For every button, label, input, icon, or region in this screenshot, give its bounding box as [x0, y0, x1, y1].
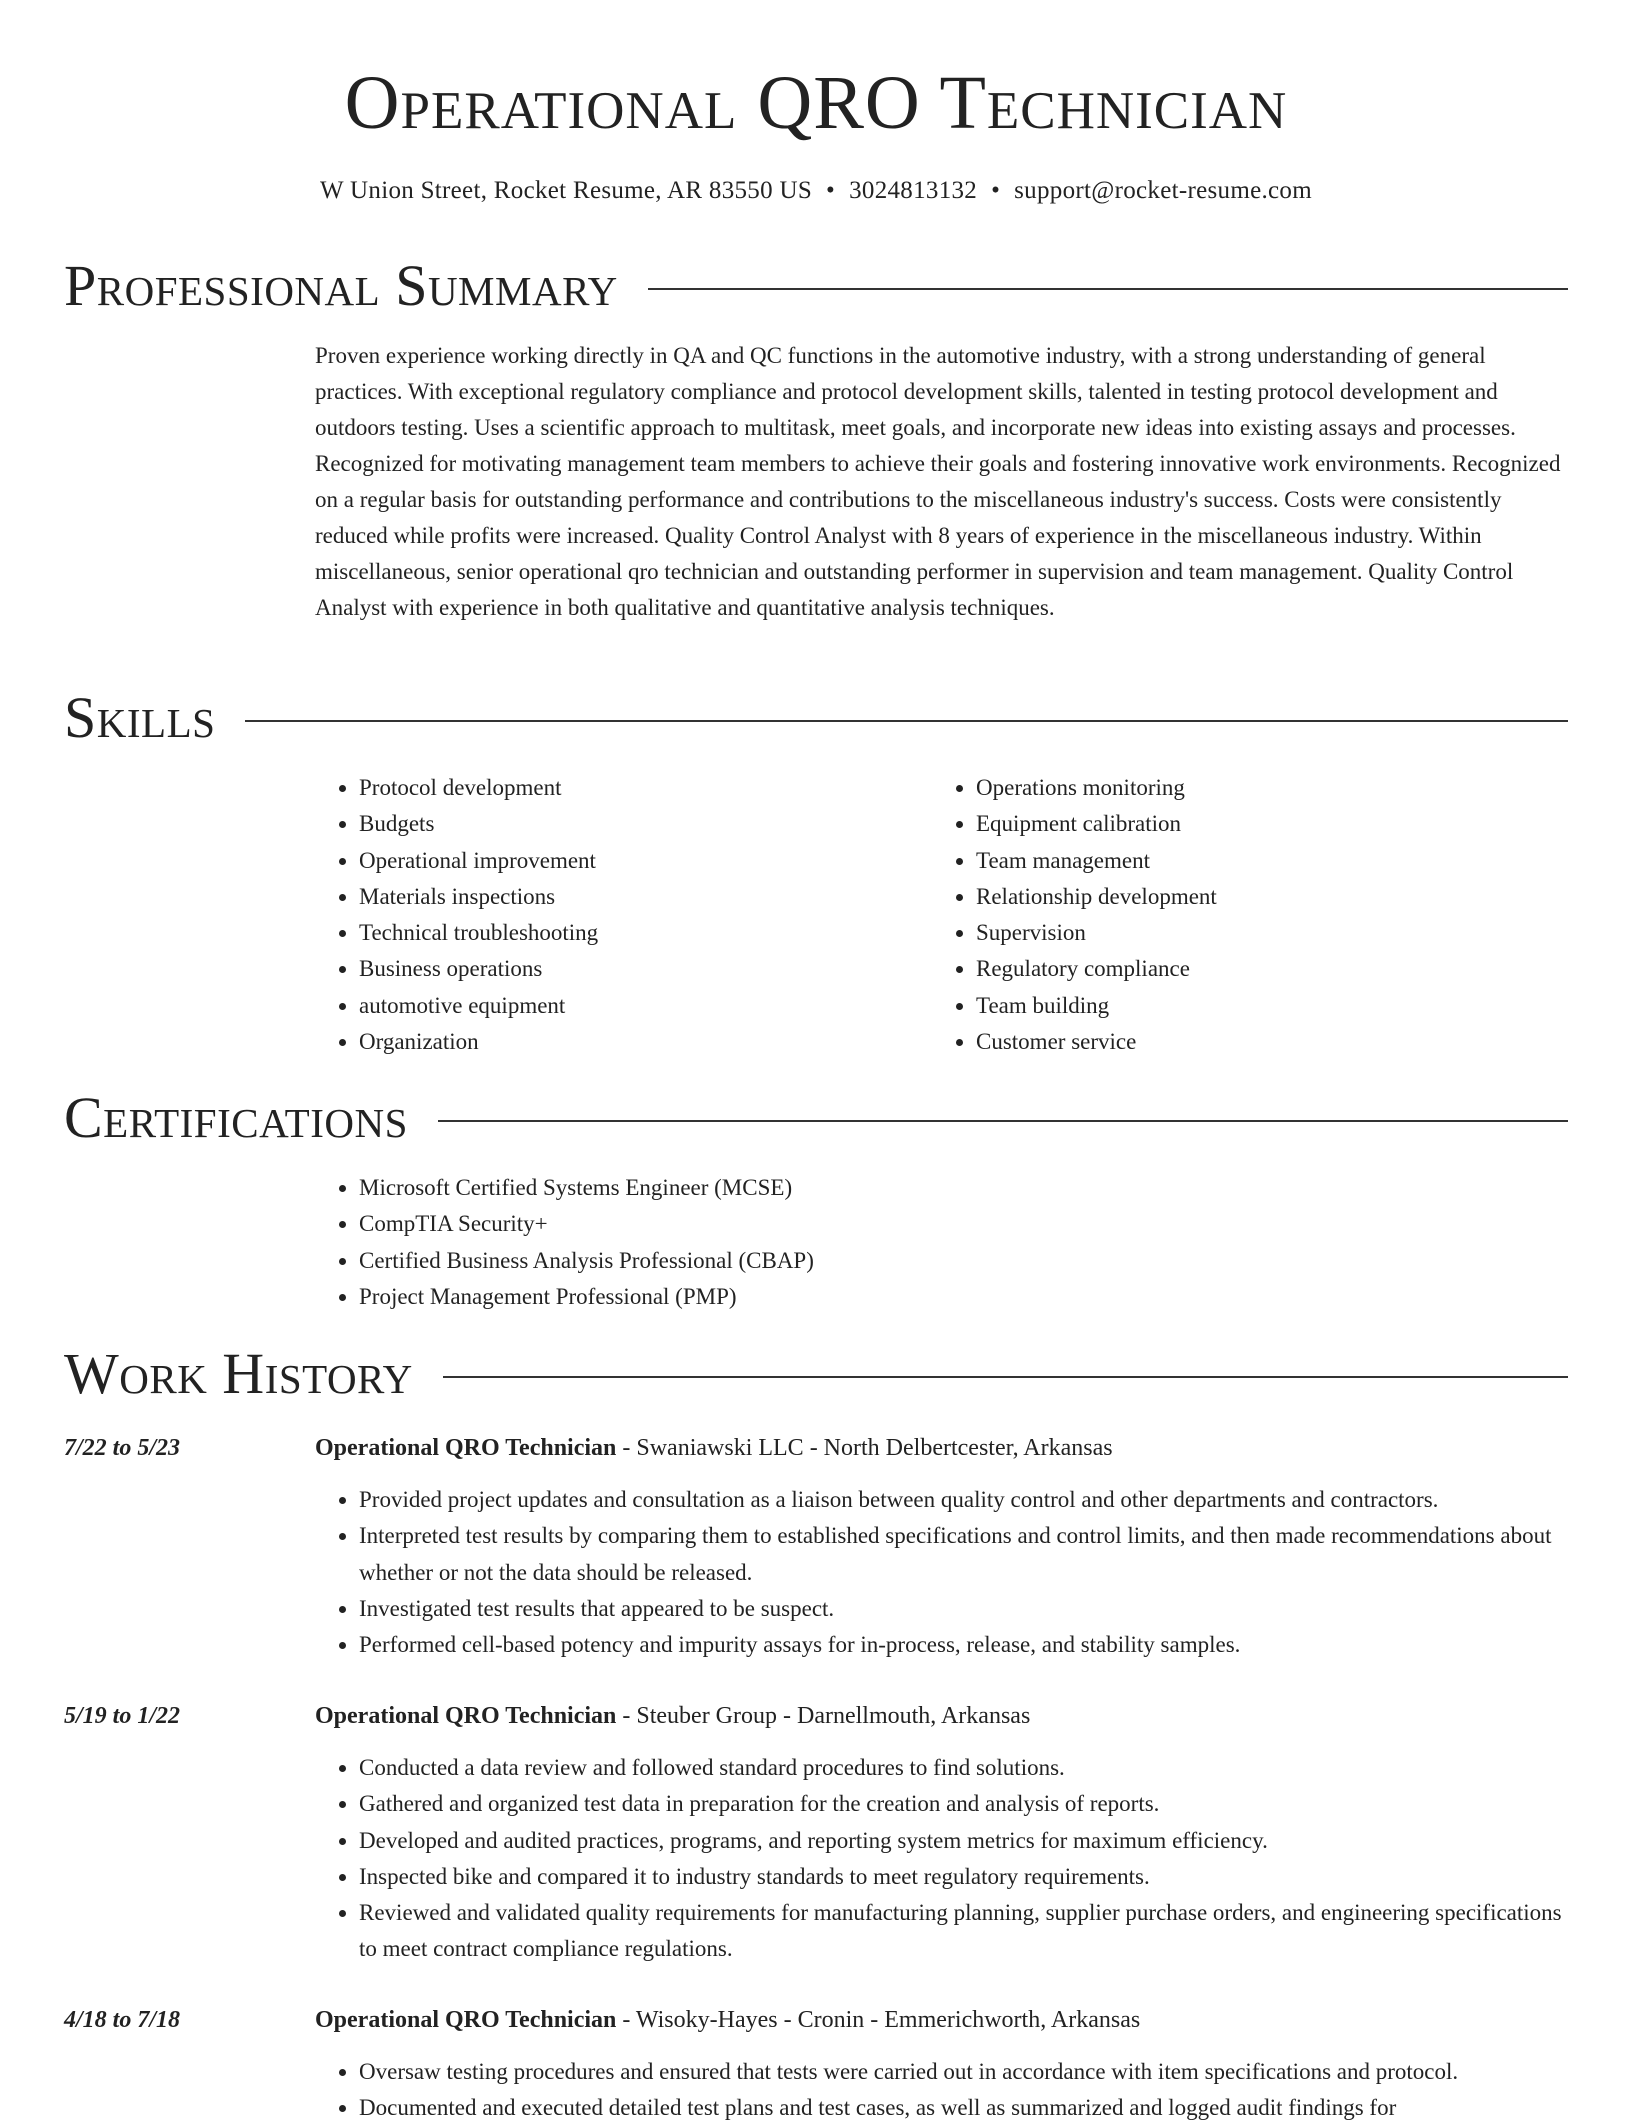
certification-item: • CompTIA Security+: [359, 1206, 1568, 1242]
skill-item: • Materials inspections: [359, 879, 932, 915]
section-title: Work History: [64, 1341, 413, 1406]
job-bullet: • Conducted a data review and followed standard procedures to find solutions.: [359, 1750, 1568, 1786]
skills-list: [315, 770, 1568, 1060]
job-bullet: • Interpreted test results by comparing them to established specifications and control limits, and then made recommendations about whether or not the data should be released.: [359, 1518, 1568, 1591]
job-employer: - Steuber Group - Darnellmouth, Arkansas: [616, 1703, 1031, 1729]
section-divider: [438, 1120, 1568, 1122]
section-title: Professional Summary: [64, 253, 618, 318]
job-title-line: [315, 1698, 1030, 1734]
contact-line: [64, 174, 1568, 208]
job-bullet: • Provided project updates and consultation as a liaison between quality control and other departments and contractors.: [359, 1482, 1568, 1518]
summary-text: Proven experience working directly in QA and QC functions in the automotive industry, with a strong understanding of general practices. With exceptional regulatory compliance and protocol development skills, talented in testing protocol development and outdoors testing. Uses a scientific approach to multitask, meet goals, and incorporate new ideas into existing assays and processes. Recognized for motivating management team members to achieve their goals and fostering innovative work environments. Recognized on a regular basis for outstanding performance and contributions to the miscellaneous industry's success. Costs were consistently reduced while profits were increased. Quality Control Analyst with 8 years of experience in the miscellaneous industry. Within miscellaneous, senior operational qro technician and outstanding performer in supervision and team management. Quality Control Analyst with experience in both qualitative and quantitative analysis techniques.: [315, 343, 1561, 620]
summary-heading: [64, 254, 1568, 318]
skill-item: • Operations monitoring: [976, 770, 1549, 806]
candidate-name: Operational QRO Technician: [344, 61, 1288, 145]
skill-item: • Regulatory compliance: [976, 951, 1549, 987]
section-title: Skills: [64, 685, 216, 750]
job-title-line: [315, 1430, 1113, 1466]
job-bullet: • Oversaw testing procedures and ensured that tests were carried out in accordance with item specifications and protocol.: [359, 2054, 1568, 2090]
certification-item: • Project Management Professional (PMP): [359, 1279, 1568, 1315]
skill-item: • Budgets: [359, 806, 932, 842]
section-divider: [443, 1376, 1568, 1378]
skill-item: • Organization: [359, 1024, 932, 1060]
phone: 3024813132: [849, 177, 978, 204]
separator-dot: •: [991, 177, 1001, 204]
job-bullet: • Documented and executed detailed test plans and test cases, as well as summarized and logged audit findings for: [359, 2090, 1568, 2126]
skills-column-right: [932, 770, 1549, 1060]
certifications-list: [315, 1170, 1568, 1315]
job-bullet: • Performed cell-based potency and impurity assays for in-process, release, and stability samples.: [359, 1627, 1568, 1663]
skill-item: • Technical troubleshooting: [359, 915, 932, 951]
skill-item: • Supervision: [976, 915, 1549, 951]
address: W Union Street, Rocket Resume, AR 83550 US: [320, 177, 813, 204]
skill-item: • Protocol development: [359, 770, 932, 806]
job-bullet: • Reviewed and validated quality requirements for manufacturing planning, supplier purchase orders, and engineering specifications to meet contract compliance regulations.: [359, 1895, 1568, 1968]
certifications-heading: [64, 1086, 1568, 1150]
job-bullet: • Inspected bike and compared it to industry standards to meet regulatory requirements.: [359, 1859, 1568, 1895]
job-role: Operational QRO Technician: [315, 1435, 617, 1461]
section-divider: [648, 288, 1568, 290]
skill-item: • Business operations: [359, 951, 932, 987]
job-role: Operational QRO Technician: [315, 2007, 617, 2033]
section-title: Certifications: [64, 1085, 408, 1150]
section-divider: [245, 720, 1568, 722]
skills-heading: [64, 686, 1568, 750]
skill-item: • Equipment calibration: [976, 806, 1549, 842]
job-bullets: [315, 1750, 1568, 1968]
skill-item: • Team management: [976, 843, 1549, 879]
job-bullet: • Developed and audited practices, programs, and reporting system metrics for maximum efficiency.: [359, 1823, 1568, 1859]
skills-column-left: [315, 770, 932, 1060]
job-employer: - Wisoky-Hayes - Cronin - Emmerichworth, Arkansas: [616, 2007, 1141, 2033]
separator-dot: •: [826, 177, 836, 204]
skill-item: • Customer service: [976, 1024, 1549, 1060]
certification-item: • Certified Business Analysis Professional (CBAP): [359, 1243, 1568, 1279]
certification-item: • Microsoft Certified Systems Engineer (MCSE): [359, 1170, 1568, 1206]
skill-item: • Team building: [976, 988, 1549, 1024]
job-bullets: [315, 1482, 1568, 1663]
work-history-heading: [64, 1342, 1568, 1406]
job-role: Operational QRO Technician: [315, 1703, 617, 1729]
job-bullet: • Investigated test results that appeared to be suspect.: [359, 1591, 1568, 1627]
job-title-line: [315, 2002, 1140, 2038]
job-bullet: • Gathered and organized test data in preparation for the creation and analysis of reports.: [359, 1786, 1568, 1822]
email: support@rocket-resume.com: [1014, 177, 1312, 204]
job-dates: 7/22 to 5/23: [64, 1435, 181, 1461]
skill-item: • Operational improvement: [359, 843, 932, 879]
job-dates: 4/18 to 7/18: [64, 2007, 181, 2033]
job-employer: - Swaniawski LLC - North Delbertcester, Arkansas: [616, 1435, 1113, 1461]
skill-item: • Relationship development: [976, 879, 1549, 915]
job-dates: 5/19 to 1/22: [64, 1703, 181, 1729]
job-bullets: [315, 2054, 1568, 2127]
skill-item: • automotive equipment: [359, 988, 932, 1024]
